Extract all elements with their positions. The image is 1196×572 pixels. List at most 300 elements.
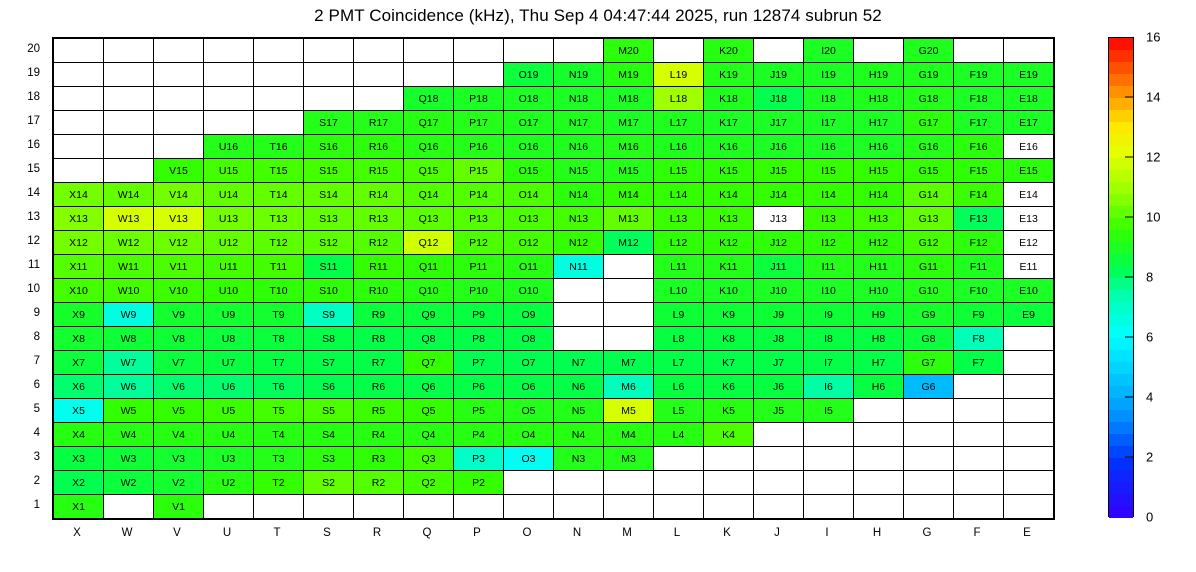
heatmap-cell — [1004, 351, 1054, 375]
heatmap-cell: H9 — [854, 303, 904, 327]
x-axis-tick: V — [173, 527, 181, 539]
heatmap-cell: U2 — [204, 471, 254, 495]
heatmap-cell: R14 — [354, 183, 404, 207]
heatmap-row — [54, 447, 1054, 471]
heatmap-cell: F19 — [954, 63, 1004, 87]
heatmap-cell: N17 — [554, 111, 604, 135]
heatmap-cell — [554, 327, 604, 351]
heatmap-cell: V1 — [154, 495, 204, 519]
heatmap-cell: J14 — [754, 183, 804, 207]
heatmap-cell: U8 — [204, 327, 254, 351]
heatmap-cell — [1004, 399, 1054, 423]
heatmap-cell: G6 — [904, 375, 954, 399]
colorbar-tick-mark — [1125, 97, 1134, 98]
y-axis-tick: 20 — [27, 43, 40, 55]
heatmap-cell: K19 — [704, 63, 754, 87]
heatmap-cell: H18 — [854, 87, 904, 111]
heatmap-cell: M19 — [604, 63, 654, 87]
heatmap-cell: V12 — [154, 231, 204, 255]
heatmap-cell: L18 — [654, 87, 704, 111]
heatmap-cell — [854, 423, 904, 447]
heatmap-cell — [204, 87, 254, 111]
heatmap-cell: G10 — [904, 279, 954, 303]
colorbar-tick-label: 10 — [1146, 209, 1161, 225]
heatmap-cell: P5 — [454, 399, 504, 423]
heatmap-cell: L6 — [654, 375, 704, 399]
heatmap-cell: Q16 — [404, 135, 454, 159]
heatmap-cell: I10 — [804, 279, 854, 303]
colorbar-segment — [1109, 50, 1133, 62]
heatmap-cell: P2 — [454, 471, 504, 495]
heatmap-cell — [254, 63, 304, 87]
heatmap-cell: I17 — [804, 111, 854, 135]
heatmap-cell: Q5 — [404, 399, 454, 423]
heatmap-cell: X13 — [54, 207, 104, 231]
heatmap-cell: N7 — [554, 351, 604, 375]
heatmap-cell: M12 — [604, 231, 654, 255]
colorbar-tick-label: 6 — [1146, 329, 1154, 345]
heatmap-cell: J15 — [754, 159, 804, 183]
heatmap-cell: H10 — [854, 279, 904, 303]
heatmap-cell: V13 — [154, 207, 204, 231]
heatmap-cell: V10 — [154, 279, 204, 303]
heatmap-cell: K10 — [704, 279, 754, 303]
heatmap-cell: K15 — [704, 159, 754, 183]
y-axis-tick: 2 — [33, 475, 40, 487]
heatmap-cell: T16 — [254, 135, 304, 159]
heatmap-cell — [304, 63, 354, 87]
heatmap-cell: Q2 — [404, 471, 454, 495]
heatmap-cell: F17 — [954, 111, 1004, 135]
colorbar-segment — [1109, 122, 1133, 134]
y-axis-tick: 3 — [33, 451, 40, 463]
heatmap-cell: T10 — [254, 279, 304, 303]
heatmap-cell: G15 — [904, 159, 954, 183]
colorbar-segment — [1109, 170, 1133, 182]
heatmap-cell — [954, 399, 1004, 423]
colorbar-segment — [1109, 182, 1133, 194]
colorbar-segment — [1109, 434, 1133, 446]
colorbar-segment — [1109, 362, 1133, 374]
heatmap-cell — [804, 495, 854, 519]
heatmap-cell: K16 — [704, 135, 754, 159]
heatmap-cell — [554, 39, 604, 63]
heatmap-cell — [904, 471, 954, 495]
heatmap-row — [54, 303, 1054, 327]
heatmap-cell: O12 — [504, 231, 554, 255]
colorbar-segment — [1109, 482, 1133, 494]
heatmap-cell: P10 — [454, 279, 504, 303]
colorbar-segment — [1109, 290, 1133, 302]
heatmap-cell: O4 — [504, 423, 554, 447]
heatmap-cell: R15 — [354, 159, 404, 183]
heatmap-cell: P7 — [454, 351, 504, 375]
colorbar-segment — [1109, 38, 1133, 50]
heatmap-cell — [54, 135, 104, 159]
heatmap-cell — [104, 135, 154, 159]
heatmap-cell — [754, 447, 804, 471]
colorbar-tick-label: 4 — [1146, 389, 1154, 405]
heatmap-cell: L5 — [654, 399, 704, 423]
heatmap-cell: I20 — [804, 39, 854, 63]
heatmap-cell: R11 — [354, 255, 404, 279]
heatmap-cell: P3 — [454, 447, 504, 471]
heatmap-cell: Q14 — [404, 183, 454, 207]
heatmap-cell: V2 — [154, 471, 204, 495]
heatmap-cell: X9 — [54, 303, 104, 327]
heatmap-cell: X7 — [54, 351, 104, 375]
y-axis-tick: 5 — [33, 403, 40, 415]
colorbar-segment — [1109, 398, 1133, 410]
heatmap-cell: R12 — [354, 231, 404, 255]
heatmap-cell: L16 — [654, 135, 704, 159]
heatmap-cell — [304, 39, 354, 63]
heatmap-cell: M13 — [604, 207, 654, 231]
x-axis-tick: K — [723, 527, 731, 539]
y-axis-tick: 10 — [27, 283, 40, 295]
heatmap-cell: E9 — [1004, 303, 1054, 327]
heatmap-cell — [954, 39, 1004, 63]
heatmap-cell: W11 — [104, 255, 154, 279]
heatmap-cell — [204, 63, 254, 87]
heatmap-cell: Q18 — [404, 87, 454, 111]
heatmap-cell — [1004, 39, 1054, 63]
heatmap-cell: X1 — [54, 495, 104, 519]
heatmap-cell: U7 — [204, 351, 254, 375]
heatmap-cell: H8 — [854, 327, 904, 351]
heatmap-cell — [954, 423, 1004, 447]
heatmap-cell: M7 — [604, 351, 654, 375]
heatmap-cell: H15 — [854, 159, 904, 183]
chart-title: 2 PMT Coincidence (kHz), Thu Sep 4 04:47:44 2025, run 12874 subrun 52 — [314, 6, 882, 25]
heatmap-cell: W8 — [104, 327, 154, 351]
heatmap-cell: R10 — [354, 279, 404, 303]
heatmap-cell: P15 — [454, 159, 504, 183]
colorbar-segment — [1109, 278, 1133, 290]
heatmap-cell: R16 — [354, 135, 404, 159]
heatmap-row — [54, 207, 1054, 231]
heatmap-cell: N11 — [554, 255, 604, 279]
colorbar-tick-label: 0 — [1146, 509, 1154, 525]
heatmap-cell: M17 — [604, 111, 654, 135]
heatmap-cell: G20 — [904, 39, 954, 63]
colorbar-segment — [1109, 134, 1133, 146]
heatmap-cell — [654, 471, 704, 495]
heatmap-cell: Q3 — [404, 447, 454, 471]
heatmap-cell: R8 — [354, 327, 404, 351]
heatmap-cell: M15 — [604, 159, 654, 183]
y-axis-tick: 14 — [27, 187, 40, 199]
heatmap-cell: W6 — [104, 375, 154, 399]
heatmap-cell — [254, 39, 304, 63]
heatmap-row — [54, 183, 1054, 207]
heatmap-cell: L9 — [654, 303, 704, 327]
heatmap-cell: O11 — [504, 255, 554, 279]
heatmap-cell — [554, 303, 604, 327]
x-axis-tick: M — [622, 527, 632, 539]
heatmap-cell: X12 — [54, 231, 104, 255]
heatmap-cell — [754, 39, 804, 63]
heatmap-cell: J19 — [754, 63, 804, 87]
y-axis-tick: 6 — [33, 379, 40, 391]
heatmap-cell: L8 — [654, 327, 704, 351]
heatmap-cell: N5 — [554, 399, 604, 423]
heatmap-cell: Q4 — [404, 423, 454, 447]
colorbar-segment — [1109, 230, 1133, 242]
heatmap-cell: T3 — [254, 447, 304, 471]
colorbar-segment — [1109, 350, 1133, 362]
heatmap-cell: I13 — [804, 207, 854, 231]
heatmap-cell: F18 — [954, 87, 1004, 111]
heatmap-cell — [754, 495, 804, 519]
heatmap-cell — [604, 303, 654, 327]
heatmap-cell: X6 — [54, 375, 104, 399]
heatmap-row — [54, 87, 1054, 111]
colorbar-segment — [1109, 338, 1133, 350]
y-axis-tick: 16 — [27, 139, 40, 151]
heatmap-cell: I11 — [804, 255, 854, 279]
heatmap-cell: M20 — [604, 39, 654, 63]
heatmap-cell: R13 — [354, 207, 404, 231]
y-axis-tick: 7 — [33, 355, 40, 367]
heatmap-cell — [904, 399, 954, 423]
heatmap-cell: E18 — [1004, 87, 1054, 111]
x-axis-labels — [52, 523, 1052, 541]
y-axis-tick: 4 — [33, 427, 40, 439]
heatmap-cell: F7 — [954, 351, 1004, 375]
heatmap-cell — [854, 471, 904, 495]
heatmap-cell: S12 — [304, 231, 354, 255]
heatmap-cell: F11 — [954, 255, 1004, 279]
y-axis-tick: 8 — [33, 331, 40, 343]
heatmap-cell: U13 — [204, 207, 254, 231]
heatmap-cell: K20 — [704, 39, 754, 63]
heatmap-cell: S7 — [304, 351, 354, 375]
heatmap-cell — [104, 111, 154, 135]
heatmap-cell: O6 — [504, 375, 554, 399]
x-axis-tick: E — [1023, 527, 1031, 539]
heatmap-cell: J13 — [754, 207, 804, 231]
x-axis-tick: I — [825, 527, 829, 539]
heatmap-cell — [454, 39, 504, 63]
heatmap-cell: F9 — [954, 303, 1004, 327]
heatmap-cell: W13 — [104, 207, 154, 231]
colorbar-segment — [1109, 74, 1133, 86]
heatmap-cell — [54, 39, 104, 63]
y-axis-tick: 15 — [27, 163, 40, 175]
heatmap-cell: O13 — [504, 207, 554, 231]
heatmap-cell: T11 — [254, 255, 304, 279]
heatmap-cell: L13 — [654, 207, 704, 231]
heatmap-cell: N13 — [554, 207, 604, 231]
colorbar-segment — [1109, 98, 1133, 110]
heatmap-cell: P17 — [454, 111, 504, 135]
heatmap-cell: H6 — [854, 375, 904, 399]
heatmap-cell — [104, 39, 154, 63]
heatmap-cell — [454, 63, 504, 87]
heatmap-cell — [754, 423, 804, 447]
heatmap-cell: O5 — [504, 399, 554, 423]
heatmap-cell — [654, 447, 704, 471]
heatmap-cell: W5 — [104, 399, 154, 423]
heatmap-cell: H12 — [854, 231, 904, 255]
heatmap-cell: I19 — [804, 63, 854, 87]
heatmap-cell: S14 — [304, 183, 354, 207]
heatmap-row — [54, 63, 1054, 87]
heatmap-cell: E14 — [1004, 183, 1054, 207]
colorbar-segment — [1109, 410, 1133, 422]
colorbar-tick-label: 8 — [1146, 269, 1154, 285]
heatmap-cell: S5 — [304, 399, 354, 423]
heatmap-cell: W12 — [104, 231, 154, 255]
heatmap-cell: O15 — [504, 159, 554, 183]
heatmap-cell: Q11 — [404, 255, 454, 279]
x-axis-tick: R — [372, 527, 382, 539]
heatmap-cell — [54, 111, 104, 135]
colorbar-ticks — [1134, 29, 1194, 525]
heatmap-cell: K14 — [704, 183, 754, 207]
heatmap-cell: P11 — [454, 255, 504, 279]
heatmap-cell: E10 — [1004, 279, 1054, 303]
heatmap-cell: J8 — [754, 327, 804, 351]
heatmap-cell — [1004, 375, 1054, 399]
heatmap-cell: R6 — [354, 375, 404, 399]
heatmap-cell: H19 — [854, 63, 904, 87]
heatmap-cell: Q6 — [404, 375, 454, 399]
heatmap-cell: H7 — [854, 351, 904, 375]
heatmap-cell: I15 — [804, 159, 854, 183]
colorbar-segment — [1109, 194, 1133, 206]
heatmap-cell: Q9 — [404, 303, 454, 327]
heatmap-cell — [154, 111, 204, 135]
heatmap-cell — [954, 447, 1004, 471]
colorbar-segment — [1109, 62, 1133, 74]
heatmap-cell — [604, 279, 654, 303]
heatmap-cell: O7 — [504, 351, 554, 375]
heatmap-cell: J11 — [754, 255, 804, 279]
colorbar-segment — [1109, 242, 1133, 254]
heatmap-row — [54, 375, 1054, 399]
colorbar-tick-mark — [1125, 397, 1134, 398]
heatmap-cell: S15 — [304, 159, 354, 183]
colorbar-segment — [1109, 218, 1133, 230]
heatmap-cell — [504, 39, 554, 63]
heatmap-cell — [904, 447, 954, 471]
heatmap-cell: N6 — [554, 375, 604, 399]
heatmap-cell — [404, 63, 454, 87]
heatmap-cell: V4 — [154, 423, 204, 447]
heatmap-cell — [304, 495, 354, 519]
heatmap-cell — [54, 159, 104, 183]
heatmap-cell: F10 — [954, 279, 1004, 303]
heatmap-cell: S16 — [304, 135, 354, 159]
y-axis-tick: 11 — [28, 259, 40, 271]
heatmap-cell: N18 — [554, 87, 604, 111]
heatmap-cell: G9 — [904, 303, 954, 327]
heatmap-cell: X3 — [54, 447, 104, 471]
heatmap-cell: Q15 — [404, 159, 454, 183]
heatmap-cell: Q12 — [404, 231, 454, 255]
heatmap-cell: I14 — [804, 183, 854, 207]
x-axis-tick: Q — [422, 527, 432, 539]
heatmap-cell: S13 — [304, 207, 354, 231]
heatmap-cell: S9 — [304, 303, 354, 327]
heatmap-cell: F14 — [954, 183, 1004, 207]
heatmap-cell: X2 — [54, 471, 104, 495]
heatmap-cell: O8 — [504, 327, 554, 351]
heatmap-cell: K6 — [704, 375, 754, 399]
heatmap-cell: F15 — [954, 159, 1004, 183]
heatmap-cell: O19 — [504, 63, 554, 87]
heatmap-row — [54, 327, 1054, 351]
heatmap-cell: T4 — [254, 423, 304, 447]
heatmap-cell: R9 — [354, 303, 404, 327]
heatmap-cell — [604, 255, 654, 279]
heatmap-plot — [52, 37, 1055, 520]
heatmap-cell — [554, 279, 604, 303]
heatmap-cell: Q10 — [404, 279, 454, 303]
heatmap-cell — [604, 327, 654, 351]
heatmap-cell — [804, 471, 854, 495]
colorbar-tick-label: 14 — [1146, 89, 1161, 105]
heatmap-cell: N14 — [554, 183, 604, 207]
heatmap-cell — [154, 63, 204, 87]
heatmap-cell: F12 — [954, 231, 1004, 255]
heatmap-cell: E13 — [1004, 207, 1054, 231]
heatmap-cell: T2 — [254, 471, 304, 495]
colorbar-tick-mark — [1125, 277, 1134, 278]
heatmap-cell — [454, 495, 504, 519]
heatmap-cell — [1004, 471, 1054, 495]
heatmap-cell: O14 — [504, 183, 554, 207]
heatmap-cell: G8 — [904, 327, 954, 351]
heatmap-cell: N3 — [554, 447, 604, 471]
heatmap-cell: S3 — [304, 447, 354, 471]
heatmap-cell: P16 — [454, 135, 504, 159]
heatmap-row — [54, 279, 1054, 303]
x-axis-tick: O — [522, 527, 532, 539]
x-axis-tick: G — [922, 527, 932, 539]
heatmap-cell: X5 — [54, 399, 104, 423]
heatmap-cell: M18 — [604, 87, 654, 111]
heatmap-cell: S10 — [304, 279, 354, 303]
heatmap-cell: U9 — [204, 303, 254, 327]
heatmap-cell: S6 — [304, 375, 354, 399]
heatmap-cell: J12 — [754, 231, 804, 255]
heatmap-cell: U14 — [204, 183, 254, 207]
heatmap-cell: S11 — [304, 255, 354, 279]
heatmap-cell: I12 — [804, 231, 854, 255]
heatmap-cell: T6 — [254, 375, 304, 399]
heatmap-cell — [254, 111, 304, 135]
heatmap-cell — [404, 39, 454, 63]
heatmap-cell — [104, 87, 154, 111]
heatmap-cell: Q7 — [404, 351, 454, 375]
heatmap-cell: K8 — [704, 327, 754, 351]
y-axis-tick: 9 — [33, 307, 40, 319]
heatmap-cell: M4 — [604, 423, 654, 447]
heatmap-cell: W14 — [104, 183, 154, 207]
heatmap-cell: J18 — [754, 87, 804, 111]
heatmap-cell: H11 — [854, 255, 904, 279]
heatmap-cell: O18 — [504, 87, 554, 111]
heatmap-row — [54, 351, 1054, 375]
heatmap-cell: G17 — [904, 111, 954, 135]
heatmap-cell: M5 — [604, 399, 654, 423]
heatmap-cell: G12 — [904, 231, 954, 255]
heatmap-cell: P6 — [454, 375, 504, 399]
heatmap-cell: W7 — [104, 351, 154, 375]
